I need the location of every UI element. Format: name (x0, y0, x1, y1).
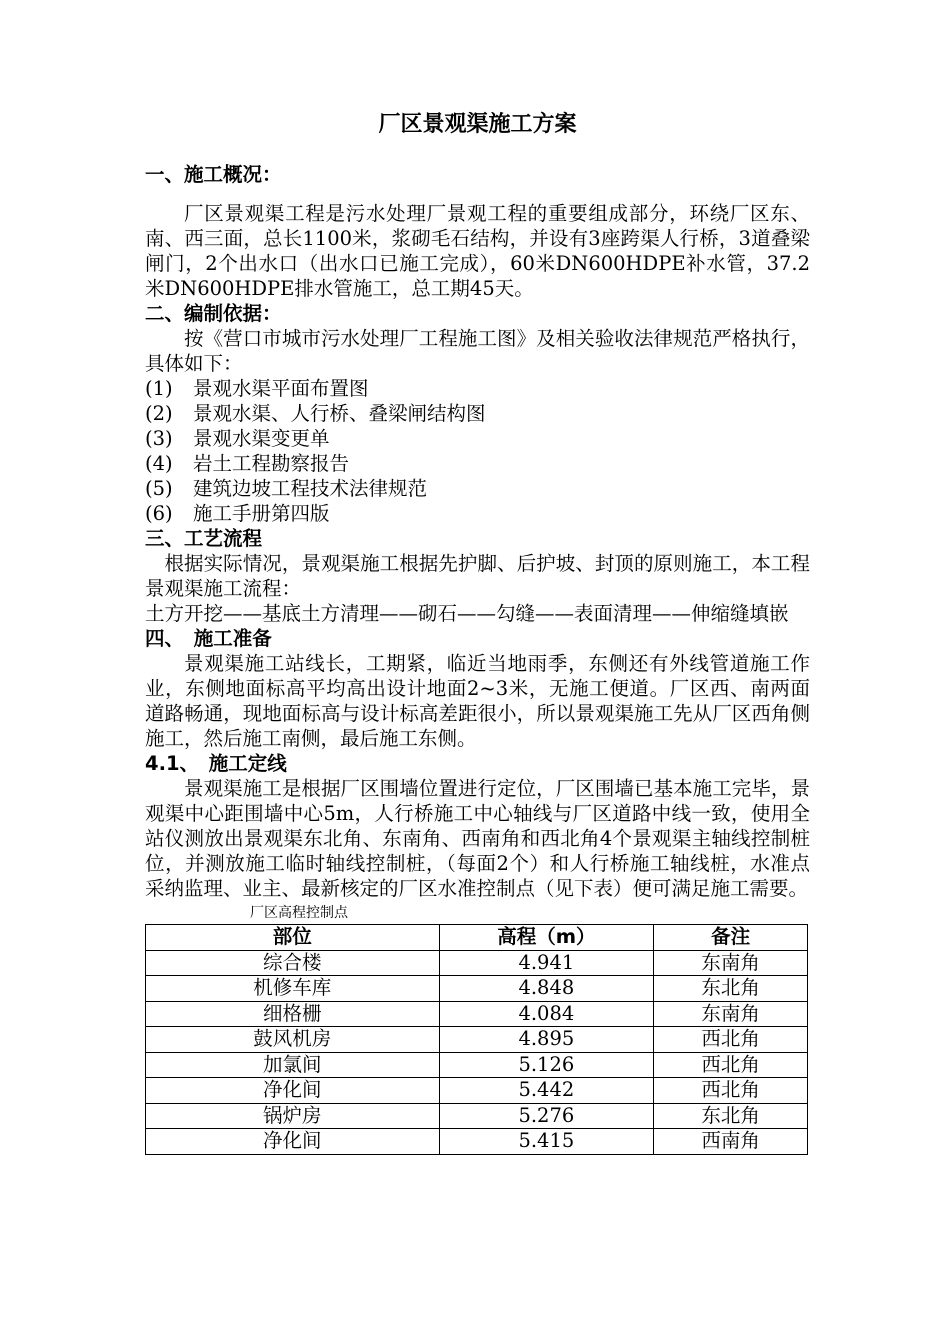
section-4-1-heading: 4.1、 施工定线 (145, 752, 287, 775)
list-item (145, 401, 810, 426)
list-text: 景观水渠变更单 (193, 427, 330, 450)
table-header-row (146, 925, 808, 951)
cell-location: 净化间 (146, 1078, 440, 1104)
list-item (145, 426, 810, 451)
cell-location: 细格栅 (146, 1001, 440, 1027)
table-row (146, 1001, 808, 1027)
document-title: 厂区景观渠施工方案 (378, 112, 577, 137)
cell-location: 净化间 (146, 1129, 440, 1155)
cell-remark: 西北角 (654, 1027, 808, 1053)
table-row (146, 1027, 808, 1053)
table-row (146, 1078, 808, 1104)
list-text: 建筑边坡工程技术法律规范 (193, 477, 428, 500)
cell-elevation: 5.126 (439, 1052, 654, 1078)
list-number: (6) (145, 502, 173, 525)
table-row (146, 1129, 808, 1155)
section-3-heading: 三、工艺流程 (145, 527, 263, 550)
list-number: (1) (145, 377, 173, 400)
cell-remark: 西北角 (654, 1052, 808, 1078)
table-caption: 厂区高程控制点 (250, 905, 348, 921)
header-location: 部位 (146, 925, 440, 951)
document-page (145, 110, 810, 1155)
table-row (146, 976, 808, 1002)
list-number: (5) (145, 477, 173, 500)
list-item (145, 476, 810, 501)
cell-elevation: 4.084 (439, 1001, 654, 1027)
header-remark: 备注 (654, 925, 808, 951)
cell-remark: 东南角 (654, 950, 808, 976)
elevation-table (145, 924, 808, 1155)
cell-location: 鼓风机房 (146, 1027, 440, 1053)
section-2-heading: 二、编制依据： (145, 302, 282, 325)
list-item (145, 451, 810, 476)
cell-remark: 东北角 (654, 976, 808, 1002)
section-4-body: 景观渠施工站线长，工期紧，临近当地雨季，东侧还有外线管道施工作业，东侧地面标高平均高出设计地面2~3米，无施工便道。厂区西、南两面道路畅通，现地面标高与设计标高差距很小，所以景观渠施工先从厂区西角侧施工，然后施工南侧，最后施工东侧。 (145, 652, 810, 750)
list-text: 施工手册第四版 (193, 502, 330, 525)
section-2-body: 按《营口市城市污水处理厂工程施工图》及相关验收法律规范严格执行，具体如下： (145, 327, 810, 375)
cell-location: 锅炉房 (146, 1103, 440, 1129)
cell-remark: 西南角 (654, 1129, 808, 1155)
cell-location: 机修车库 (146, 976, 440, 1002)
cell-elevation: 4.848 (439, 976, 654, 1002)
list-text: 景观水渠、人行桥、叠梁闸结构图 (193, 402, 486, 425)
section-4-heading: 四、 施工准备 (145, 627, 272, 650)
cell-location: 综合楼 (146, 950, 440, 976)
cell-elevation: 4.895 (439, 1027, 654, 1053)
list-number: (2) (145, 402, 173, 425)
cell-location: 加氯间 (146, 1052, 440, 1078)
section-1-body: 厂区景观渠工程是污水处理厂景观工程的重要组成部分，环绕厂区东、南、西三面，总长1100米，浆砌毛石结构，并设有3座跨渠人行桥，3道叠梁闸门，2个出水口（出水口已施工完成），60米DN600HDPE补水管，37.2米DN600HDPE排水管施工，总工期45天。 (145, 202, 810, 300)
list-text: 岩土工程勘察报告 (193, 452, 350, 475)
list-number: (4) (145, 452, 173, 475)
table-row (146, 950, 808, 976)
cell-elevation: 5.442 (439, 1078, 654, 1104)
table-row (146, 1052, 808, 1078)
list-item (145, 376, 810, 401)
cell-elevation: 4.941 (439, 950, 654, 976)
cell-elevation: 5.276 (439, 1103, 654, 1129)
reference-list (145, 376, 810, 526)
section-1-heading: 一、施工概况： (145, 163, 282, 186)
cell-remark: 东南角 (654, 1001, 808, 1027)
table-row (146, 1103, 808, 1129)
list-item (145, 501, 810, 526)
process-flow: 土方开挖——基底土方清理——砌石——勾缝——表面清理——伸缩缝填嵌 (145, 602, 789, 625)
header-elevation: 高程（m） (439, 925, 654, 951)
cell-remark: 东北角 (654, 1103, 808, 1129)
section-3-body: 根据实际情况，景观渠施工根据先护脚、后护坡、封顶的原则施工，本工程景观渠施工流程： (145, 552, 810, 600)
list-text: 景观水渠平面布置图 (193, 377, 369, 400)
list-number: (3) (145, 427, 173, 450)
cell-elevation: 5.415 (439, 1129, 654, 1155)
cell-remark: 西北角 (654, 1078, 808, 1104)
section-4-1-body: 景观渠施工是根据厂区围墙位置进行定位，厂区围墙已基本施工完毕，景观渠中心距围墙中心5m，人行桥施工中心轴线与厂区道路中线一致，使用全站仪测放出景观渠东北角、东南角、西南角和西北角4个景观渠主轴线控制桩位，并测放施工临时轴线控制桩，（每面2个）和人行桥施工轴线桩，水准点采纳监理、业主、最新核定的厂区水准控制点（见下表）便可满足施工需要。 (145, 777, 810, 900)
